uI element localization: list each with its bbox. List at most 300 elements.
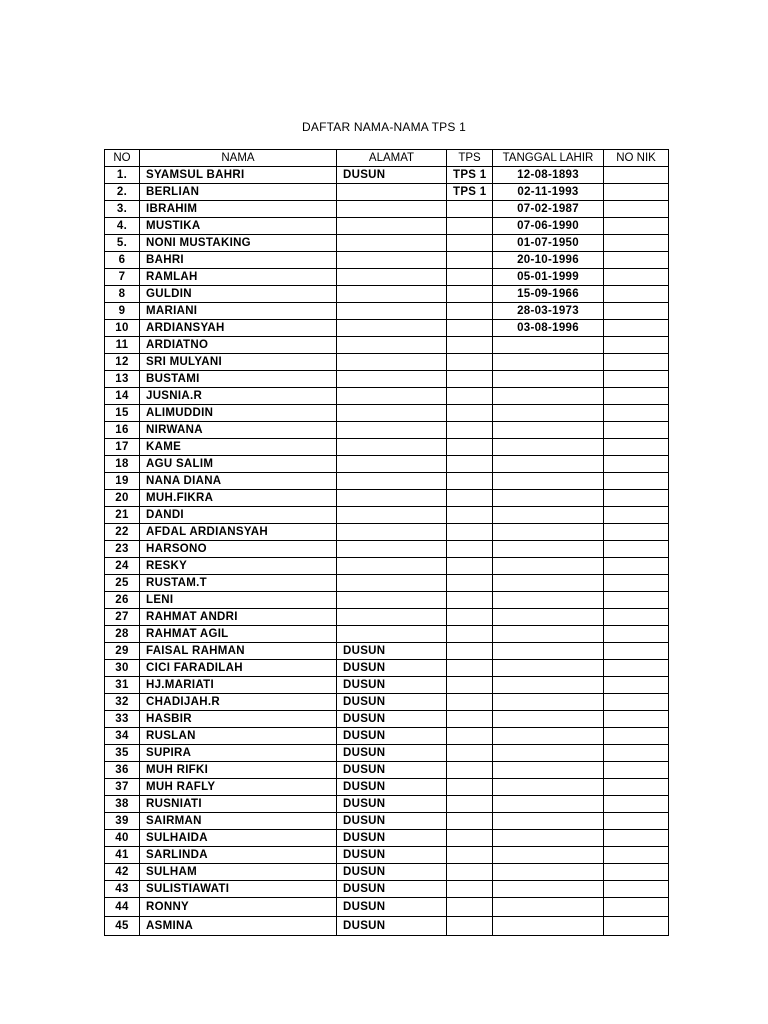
cell-no-nik	[604, 167, 669, 184]
cell-no-nik	[604, 643, 669, 660]
cell-tps	[447, 881, 493, 898]
cell-no-nik	[604, 184, 669, 201]
cell-no: 9	[105, 303, 140, 320]
cell-no: 1.	[105, 167, 140, 184]
cell-no: 15	[105, 405, 140, 422]
header-tanggal-lahir: TANGGAL LAHIR	[493, 150, 604, 167]
cell-no: 40	[105, 830, 140, 847]
cell-tps	[447, 218, 493, 235]
cell-tps	[447, 660, 493, 677]
header-tps: TPS	[447, 150, 493, 167]
cell-alamat: DUSUN	[337, 660, 447, 677]
cell-alamat	[337, 252, 447, 269]
cell-no: 30	[105, 660, 140, 677]
table-row	[105, 371, 669, 388]
cell-no: 43	[105, 881, 140, 898]
cell-no-nik	[604, 558, 669, 575]
cell-tanggal-lahir	[493, 354, 604, 371]
cell-no: 21	[105, 507, 140, 524]
cell-tps: TPS 1	[447, 184, 493, 201]
cell-tanggal-lahir	[493, 660, 604, 677]
table-row	[105, 575, 669, 592]
cell-no: 42	[105, 864, 140, 881]
cell-no-nik	[604, 813, 669, 830]
cell-tanggal-lahir	[493, 541, 604, 558]
cell-alamat	[337, 303, 447, 320]
cell-alamat	[337, 184, 447, 201]
cell-tanggal-lahir	[493, 507, 604, 524]
table-row	[105, 422, 669, 439]
cell-nama: LENI	[140, 592, 337, 609]
cell-nama: SARLINDA	[140, 847, 337, 864]
table-row	[105, 439, 669, 456]
cell-no-nik	[604, 864, 669, 881]
cell-no-nik	[604, 524, 669, 541]
cell-alamat	[337, 456, 447, 473]
cell-alamat: DUSUN	[337, 847, 447, 864]
cell-alamat	[337, 218, 447, 235]
cell-tps	[447, 490, 493, 507]
cell-nama: RUSTAM.T	[140, 575, 337, 592]
cell-no: 36	[105, 762, 140, 779]
cell-nama: CHADIJAH.R	[140, 694, 337, 711]
cell-nama: ARDIATNO	[140, 337, 337, 354]
cell-alamat: DUSUN	[337, 745, 447, 762]
cell-nama: DANDI	[140, 507, 337, 524]
cell-nama: MUH RAFLY	[140, 779, 337, 796]
table-row	[105, 456, 669, 473]
cell-nama: FAISAL RAHMAN	[140, 643, 337, 660]
cell-nama: AGU SALIM	[140, 456, 337, 473]
cell-nama: HASBIR	[140, 711, 337, 728]
cell-alamat	[337, 558, 447, 575]
cell-no-nik	[604, 490, 669, 507]
cell-no: 17	[105, 439, 140, 456]
cell-alamat: DUSUN	[337, 779, 447, 796]
table-row	[105, 167, 669, 184]
table-row	[105, 745, 669, 762]
table-row	[105, 847, 669, 864]
cell-no-nik	[604, 898, 669, 917]
cell-tanggal-lahir: 02-11-1993	[493, 184, 604, 201]
table-row	[105, 796, 669, 813]
cell-no-nik	[604, 269, 669, 286]
cell-tanggal-lahir	[493, 898, 604, 917]
cell-nama: RAHMAT AGIL	[140, 626, 337, 643]
cell-alamat	[337, 286, 447, 303]
cell-nama: MUSTIKA	[140, 218, 337, 235]
cell-no-nik	[604, 779, 669, 796]
cell-no-nik	[604, 711, 669, 728]
cell-tps	[447, 456, 493, 473]
cell-no: 2.	[105, 184, 140, 201]
cell-tanggal-lahir	[493, 762, 604, 779]
cell-tanggal-lahir: 07-02-1987	[493, 201, 604, 218]
table-row	[105, 830, 669, 847]
cell-no-nik	[604, 439, 669, 456]
cell-no-nik	[604, 303, 669, 320]
cell-no: 22	[105, 524, 140, 541]
cell-tanggal-lahir	[493, 694, 604, 711]
cell-nama: KAME	[140, 439, 337, 456]
cell-nama: NIRWANA	[140, 422, 337, 439]
cell-alamat: DUSUN	[337, 881, 447, 898]
cell-tanggal-lahir	[493, 711, 604, 728]
cell-alamat	[337, 235, 447, 252]
table-row	[105, 898, 669, 917]
cell-no-nik	[604, 796, 669, 813]
header-alamat: ALAMAT	[337, 150, 447, 167]
cell-tanggal-lahir	[493, 439, 604, 456]
cell-nama: RUSLAN	[140, 728, 337, 745]
cell-tanggal-lahir: 28-03-1973	[493, 303, 604, 320]
cell-no: 28	[105, 626, 140, 643]
table-header-row	[105, 150, 669, 167]
cell-nama: CICI FARADILAH	[140, 660, 337, 677]
cell-no: 23	[105, 541, 140, 558]
cell-tanggal-lahir	[493, 643, 604, 660]
cell-tps	[447, 813, 493, 830]
cell-alamat	[337, 626, 447, 643]
cell-tanggal-lahir	[493, 337, 604, 354]
cell-no-nik	[604, 592, 669, 609]
cell-no-nik	[604, 252, 669, 269]
cell-tps	[447, 830, 493, 847]
cell-no: 29	[105, 643, 140, 660]
cell-no: 45	[105, 917, 140, 936]
cell-tps	[447, 439, 493, 456]
cell-no-nik	[604, 286, 669, 303]
cell-nama: SYAMSUL BAHRI	[140, 167, 337, 184]
table-row	[105, 235, 669, 252]
cell-tps	[447, 796, 493, 813]
table-row	[105, 405, 669, 422]
cell-tanggal-lahir	[493, 864, 604, 881]
cell-alamat	[337, 473, 447, 490]
cell-tanggal-lahir	[493, 881, 604, 898]
cell-tps	[447, 575, 493, 592]
cell-tps	[447, 507, 493, 524]
cell-nama: RONNY	[140, 898, 337, 917]
cell-no: 3.	[105, 201, 140, 218]
cell-nama: SRI MULYANI	[140, 354, 337, 371]
cell-no-nik	[604, 881, 669, 898]
table-row	[105, 320, 669, 337]
cell-no: 20	[105, 490, 140, 507]
cell-no-nik	[604, 422, 669, 439]
cell-tps	[447, 626, 493, 643]
header-no-nik: NO NIK	[604, 150, 669, 167]
cell-alamat: DUSUN	[337, 813, 447, 830]
cell-tanggal-lahir	[493, 473, 604, 490]
cell-tanggal-lahir	[493, 388, 604, 405]
cell-tps	[447, 558, 493, 575]
cell-no: 16	[105, 422, 140, 439]
cell-no: 31	[105, 677, 140, 694]
cell-no: 27	[105, 609, 140, 626]
cell-tanggal-lahir: 12-08-1893	[493, 167, 604, 184]
cell-tanggal-lahir	[493, 728, 604, 745]
cell-tps: TPS 1	[447, 167, 493, 184]
table-row	[105, 507, 669, 524]
cell-no: 37	[105, 779, 140, 796]
cell-alamat	[337, 354, 447, 371]
cell-tanggal-lahir	[493, 422, 604, 439]
cell-alamat	[337, 422, 447, 439]
cell-nama: RAMLAH	[140, 269, 337, 286]
cell-tps	[447, 541, 493, 558]
cell-alamat	[337, 371, 447, 388]
cell-no-nik	[604, 456, 669, 473]
cell-nama: MUH.FIKRA	[140, 490, 337, 507]
cell-nama: SAIRMAN	[140, 813, 337, 830]
cell-no: 26	[105, 592, 140, 609]
cell-no-nik	[604, 320, 669, 337]
table-row	[105, 881, 669, 898]
table-row	[105, 677, 669, 694]
cell-tps	[447, 252, 493, 269]
cell-nama: SUPIRA	[140, 745, 337, 762]
table-row	[105, 592, 669, 609]
table-row	[105, 728, 669, 745]
cell-tanggal-lahir	[493, 558, 604, 575]
cell-tps	[447, 354, 493, 371]
table-row	[105, 184, 669, 201]
cell-alamat	[337, 388, 447, 405]
cell-nama: BUSTAMI	[140, 371, 337, 388]
cell-nama: ASMINA	[140, 917, 337, 936]
cell-no: 35	[105, 745, 140, 762]
cell-tps	[447, 745, 493, 762]
cell-no-nik	[604, 609, 669, 626]
cell-alamat: DUSUN	[337, 167, 447, 184]
cell-no: 18	[105, 456, 140, 473]
cell-tanggal-lahir: 20-10-1996	[493, 252, 604, 269]
cell-no-nik	[604, 575, 669, 592]
cell-no: 4.	[105, 218, 140, 235]
cell-no: 39	[105, 813, 140, 830]
cell-alamat	[337, 439, 447, 456]
cell-tanggal-lahir	[493, 779, 604, 796]
cell-tps	[447, 609, 493, 626]
cell-nama: GULDIN	[140, 286, 337, 303]
cell-tps	[447, 473, 493, 490]
cell-tps	[447, 864, 493, 881]
cell-tanggal-lahir	[493, 626, 604, 643]
cell-nama: SULHAIDA	[140, 830, 337, 847]
cell-no-nik	[604, 354, 669, 371]
cell-alamat	[337, 320, 447, 337]
cell-tps	[447, 371, 493, 388]
cell-alamat: DUSUN	[337, 864, 447, 881]
cell-no-nik	[604, 541, 669, 558]
cell-tps	[447, 388, 493, 405]
table-row	[105, 201, 669, 218]
cell-alamat	[337, 337, 447, 354]
cell-no-nik	[604, 201, 669, 218]
cell-tanggal-lahir	[493, 490, 604, 507]
cell-nama: SULISTIAWATI	[140, 881, 337, 898]
cell-nama: RESKY	[140, 558, 337, 575]
cell-alamat	[337, 405, 447, 422]
cell-nama: ALIMUDDIN	[140, 405, 337, 422]
cell-no-nik	[604, 388, 669, 405]
cell-no-nik	[604, 473, 669, 490]
cell-no-nik	[604, 235, 669, 252]
cell-alamat: DUSUN	[337, 677, 447, 694]
cell-no: 24	[105, 558, 140, 575]
cell-tps	[447, 779, 493, 796]
cell-alamat	[337, 201, 447, 218]
cell-alamat: DUSUN	[337, 643, 447, 660]
table-row	[105, 779, 669, 796]
cell-alamat: DUSUN	[337, 898, 447, 917]
cell-tanggal-lahir	[493, 917, 604, 936]
cell-tanggal-lahir	[493, 575, 604, 592]
document-title: DAFTAR NAMA-NAMA TPS 1	[302, 120, 466, 134]
table-row	[105, 813, 669, 830]
header-nama: NAMA	[140, 150, 337, 167]
table-row	[105, 541, 669, 558]
cell-no-nik	[604, 371, 669, 388]
cell-no-nik	[604, 507, 669, 524]
cell-alamat: DUSUN	[337, 711, 447, 728]
cell-no: 14	[105, 388, 140, 405]
table-row	[105, 524, 669, 541]
cell-tps	[447, 728, 493, 745]
cell-nama: NONI MUSTAKING	[140, 235, 337, 252]
cell-alamat: DUSUN	[337, 830, 447, 847]
cell-no-nik	[604, 762, 669, 779]
cell-no-nik	[604, 405, 669, 422]
cell-no-nik	[604, 677, 669, 694]
cell-tanggal-lahir	[493, 830, 604, 847]
table-row	[105, 303, 669, 320]
cell-nama: HARSONO	[140, 541, 337, 558]
cell-no-nik	[604, 830, 669, 847]
cell-tps	[447, 201, 493, 218]
table-row	[105, 864, 669, 881]
cell-no-nik	[604, 660, 669, 677]
cell-no: 41	[105, 847, 140, 864]
cell-tanggal-lahir: 05-01-1999	[493, 269, 604, 286]
cell-tps	[447, 269, 493, 286]
table-row	[105, 643, 669, 660]
cell-tps	[447, 711, 493, 728]
cell-tanggal-lahir	[493, 813, 604, 830]
voter-list-table	[104, 149, 669, 936]
cell-nama: ARDIANSYAH	[140, 320, 337, 337]
cell-no: 33	[105, 711, 140, 728]
table-row	[105, 762, 669, 779]
cell-tps	[447, 235, 493, 252]
cell-tanggal-lahir: 03-08-1996	[493, 320, 604, 337]
cell-tanggal-lahir	[493, 456, 604, 473]
cell-no: 8	[105, 286, 140, 303]
cell-nama: JUSNIA.R	[140, 388, 337, 405]
cell-tanggal-lahir	[493, 524, 604, 541]
cell-alamat: DUSUN	[337, 728, 447, 745]
cell-no-nik	[604, 218, 669, 235]
cell-tps	[447, 917, 493, 936]
table-row	[105, 490, 669, 507]
cell-no: 25	[105, 575, 140, 592]
cell-no: 13	[105, 371, 140, 388]
cell-tanggal-lahir	[493, 592, 604, 609]
cell-nama: NANA DIANA	[140, 473, 337, 490]
cell-tanggal-lahir: 15-09-1966	[493, 286, 604, 303]
cell-no: 19	[105, 473, 140, 490]
cell-nama: MARIANI	[140, 303, 337, 320]
table-row	[105, 917, 669, 936]
cell-no: 5.	[105, 235, 140, 252]
cell-no-nik	[604, 847, 669, 864]
cell-nama: AFDAL ARDIANSYAH	[140, 524, 337, 541]
table-row	[105, 473, 669, 490]
cell-tps	[447, 847, 493, 864]
cell-tps	[447, 524, 493, 541]
cell-no: 44	[105, 898, 140, 917]
cell-nama: MUH RIFKI	[140, 762, 337, 779]
cell-tps	[447, 337, 493, 354]
cell-alamat	[337, 592, 447, 609]
table-row	[105, 286, 669, 303]
cell-alamat	[337, 541, 447, 558]
cell-no: 38	[105, 796, 140, 813]
cell-alamat: DUSUN	[337, 796, 447, 813]
header-no: NO	[105, 150, 140, 167]
cell-tps	[447, 762, 493, 779]
table-row	[105, 354, 669, 371]
cell-no: 10	[105, 320, 140, 337]
cell-alamat	[337, 507, 447, 524]
cell-tanggal-lahir	[493, 796, 604, 813]
cell-tps	[447, 286, 493, 303]
table-row	[105, 660, 669, 677]
cell-tanggal-lahir: 01-07-1950	[493, 235, 604, 252]
cell-nama: RUSNIATI	[140, 796, 337, 813]
cell-no-nik	[604, 917, 669, 936]
cell-alamat	[337, 524, 447, 541]
cell-no: 34	[105, 728, 140, 745]
cell-tanggal-lahir	[493, 405, 604, 422]
cell-tanggal-lahir	[493, 609, 604, 626]
cell-no-nik	[604, 728, 669, 745]
cell-tanggal-lahir	[493, 745, 604, 762]
cell-tps	[447, 303, 493, 320]
cell-tps	[447, 694, 493, 711]
cell-no: 11	[105, 337, 140, 354]
cell-tps	[447, 405, 493, 422]
table-row	[105, 558, 669, 575]
cell-no: 6	[105, 252, 140, 269]
cell-nama: SULHAM	[140, 864, 337, 881]
table-row	[105, 694, 669, 711]
cell-tps	[447, 643, 493, 660]
cell-nama: IBRAHIM	[140, 201, 337, 218]
cell-alamat	[337, 490, 447, 507]
cell-alamat	[337, 269, 447, 286]
cell-tps	[447, 592, 493, 609]
table-row	[105, 337, 669, 354]
cell-tanggal-lahir: 07-06-1990	[493, 218, 604, 235]
cell-tanggal-lahir	[493, 677, 604, 694]
cell-nama: HJ.MARIATI	[140, 677, 337, 694]
cell-tps	[447, 422, 493, 439]
table-row	[105, 252, 669, 269]
cell-no-nik	[604, 694, 669, 711]
table-row	[105, 609, 669, 626]
